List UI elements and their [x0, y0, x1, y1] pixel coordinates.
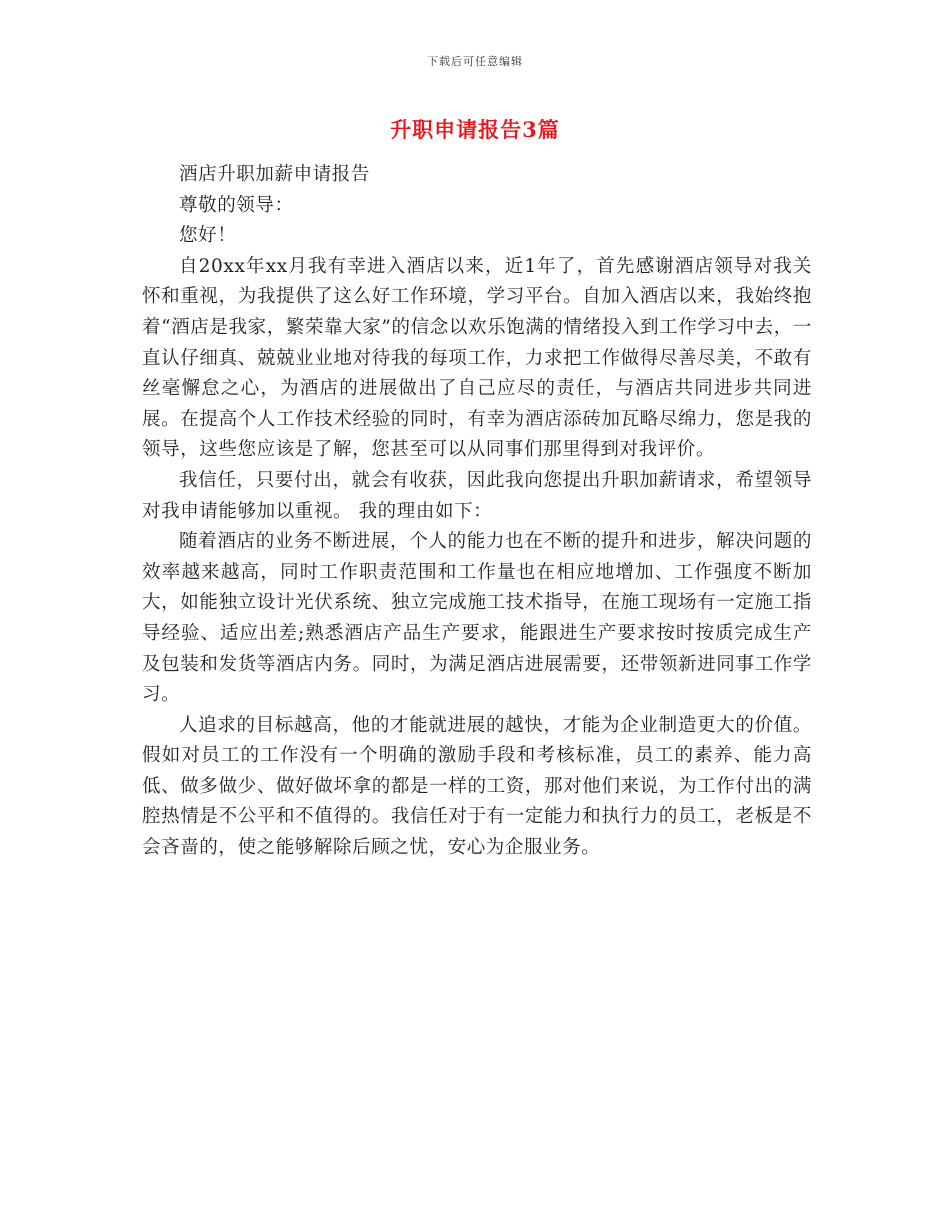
body-paragraph: 我信任，只要付出，就会有收获，因此我向您提出升职加薪请求，希望领导对我申请能够加以重视。 我的理由如下： [142, 469, 812, 522]
document-subtitle: 酒店升职加薪申请报告 [179, 164, 371, 185]
greeting: 您好！ [179, 225, 237, 247]
body-paragraph: 人追求的目标越高，他的才能就进展的越快，才能为企业制造更大的价值。假如对员工的工作没有一个明确的激励手段和考核标准，员工的素养、能力高低、做多做少、做好做坏拿的都是一样的工资，那对他们来说，为工作付出的满腔热情是不公平和不值得的。我信任对于有一定能力和执行力的员工，老板是不会吝啬的，使之能够解除后顾之忧，安心为企服业务。 [142, 714, 812, 859]
header-note: 下载后可任意编辑 [427, 55, 523, 68]
document-title: 升职申请报告3篇 [390, 117, 560, 142]
salutation: 尊敬的领导： [179, 194, 294, 216]
document-body [142, 160, 812, 864]
body-paragraph: 自20xx年xx月我有幸进入酒店以来，近1年了，首先感谢酒店领导对我关怀和重视，为我提供了这么好工作环境，学习平台。自加入酒店以来，我始终抱着“酒店是我家，繁荣靠大家”的信念以欢乐饱满的情绪投入到工作学习中去，一直认仔细真、兢兢业业地对待我的每项工作，力求把工作做得尽善尽美，不敢有丝毫懈怠之心，为酒店的进展做出了自己应尽的责任，与酒店共同进步共同进展。在提高个人工作技术经验的同时，有幸为酒店添砖加瓦略尽绵力，您是我的领导，这些您应该是了解，您甚至可以从同事们那里得到对我评价。 [142, 255, 812, 461]
body-paragraph: 随着酒店的业务不断进展，个人的能力也在不断的提升和进步，解决问题的效率越来越高，同时工作职责范围和工作量也在相应地增加、工作强度不断加大，如能独立设计光伏系统、独立完成施工技术指导，在施工现场有一定施工指导经验、适应出差;熟悉酒店产品生产要求，能跟进生产要求按时按质完成生产及包装和发货等酒店内务。同时，为满足酒店进展需要，还带领新进同事工作学习。 [142, 531, 812, 706]
